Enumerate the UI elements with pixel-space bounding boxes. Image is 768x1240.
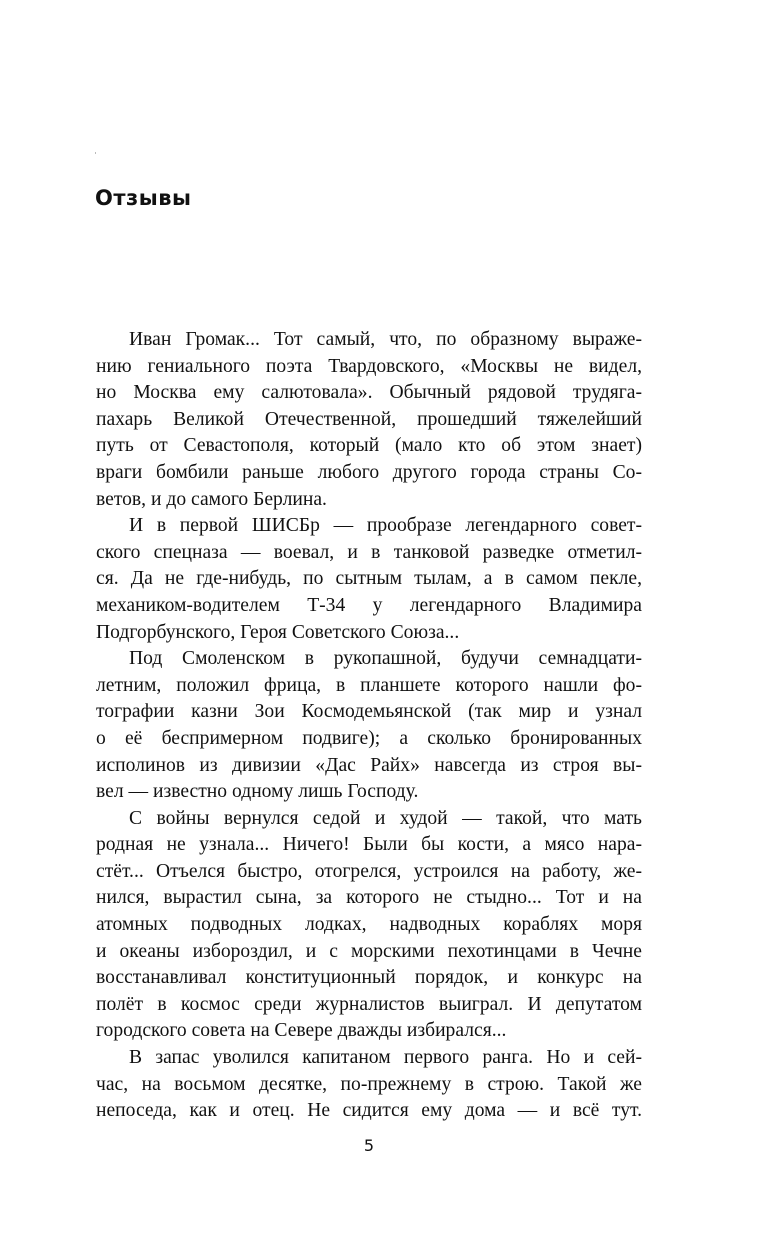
text-line: С войны вернулся седой и худой — такой, что мать bbox=[129, 807, 642, 829]
text-line: непоседа, как и отец. Не сидится ему дома — и всё тут. bbox=[96, 1100, 642, 1122]
text-line: стёт... Отъелся быстро, отогрелся, устроился на работу, же- bbox=[96, 860, 642, 882]
text-line: летним, положил фрица, в планшете которого нашли фо- bbox=[96, 674, 642, 696]
text-line: механиком-водителем Т-34 у легендарного Владимира bbox=[96, 594, 642, 616]
text-line: ветов, и до самого Берлина. bbox=[96, 488, 327, 510]
text-line: но Москва ему салютовала». Обычный рядовой трудяга- bbox=[96, 382, 642, 404]
text-line: восстанавливал конституционный порядок, и конкурс на bbox=[96, 967, 642, 989]
section-heading: Отзывы bbox=[95, 186, 192, 210]
text-line: пахарь Великой Отечественной, прошедший тяжелейший bbox=[96, 408, 642, 430]
body-text bbox=[96, 327, 642, 1125]
text-line: И в первой ШИСБр — прообразе легендарного совет- bbox=[129, 515, 642, 537]
text-line: исполинов из дивизии «Дас Райх» навсегда из строя вы- bbox=[96, 754, 642, 776]
text-line: городского совета на Севере дважды избирался... bbox=[96, 1020, 507, 1042]
text-line: тографии казни Зои Космодемьянской (так мир и узнал bbox=[96, 701, 642, 723]
text-line: Подгорбунского, Героя Советского Союза... bbox=[96, 621, 460, 643]
text-line: о её беспримерном подвиге); а сколько бронированных bbox=[96, 727, 642, 749]
text-line: враги бомбили раньше любого другого города страны Со- bbox=[96, 461, 642, 483]
text-line: нился, вырастил сына, за которого не стыдно... Тот и на bbox=[96, 887, 642, 909]
text-line: путь от Севастополя, который (мало кто об этом знает) bbox=[96, 435, 642, 457]
margin-mark bbox=[95, 152, 96, 154]
page-number: 5 bbox=[363, 1136, 375, 1155]
text-line: и океаны избороздил, и с морскими пехотинцами в Чечне bbox=[96, 940, 642, 962]
text-line: час, на восьмом десятке, по-прежнему в строю. Такой же bbox=[96, 1073, 642, 1095]
text-line: полёт в космос среди журналистов выиграл. И депутатом bbox=[96, 993, 642, 1015]
text-line: ся. Да не где-нибудь, по сытным тылам, а в самом пекле, bbox=[96, 568, 642, 590]
text-line: Под Смоленском в рукопашной, будучи семнадцати- bbox=[129, 648, 642, 670]
text-line: атомных подводных лодках, надводных кораблях моря bbox=[96, 914, 642, 936]
text-line: В запас уволился капитаном первого ранга. Но и сей- bbox=[129, 1047, 642, 1069]
text-line: вел — известно одному лишь Господу. bbox=[96, 781, 419, 803]
text-line: нию гениального поэта Твардовского, «Москвы не видел, bbox=[96, 355, 642, 377]
text-line: ского спецназа — воевал, и в танковой разведке отметил- bbox=[96, 541, 642, 563]
text-line: родная не узнала... Ничего! Были бы кости, а мясо нара- bbox=[96, 834, 642, 856]
text-line: Иван Громак... Тот самый, что, по образному выраже- bbox=[129, 329, 642, 350]
